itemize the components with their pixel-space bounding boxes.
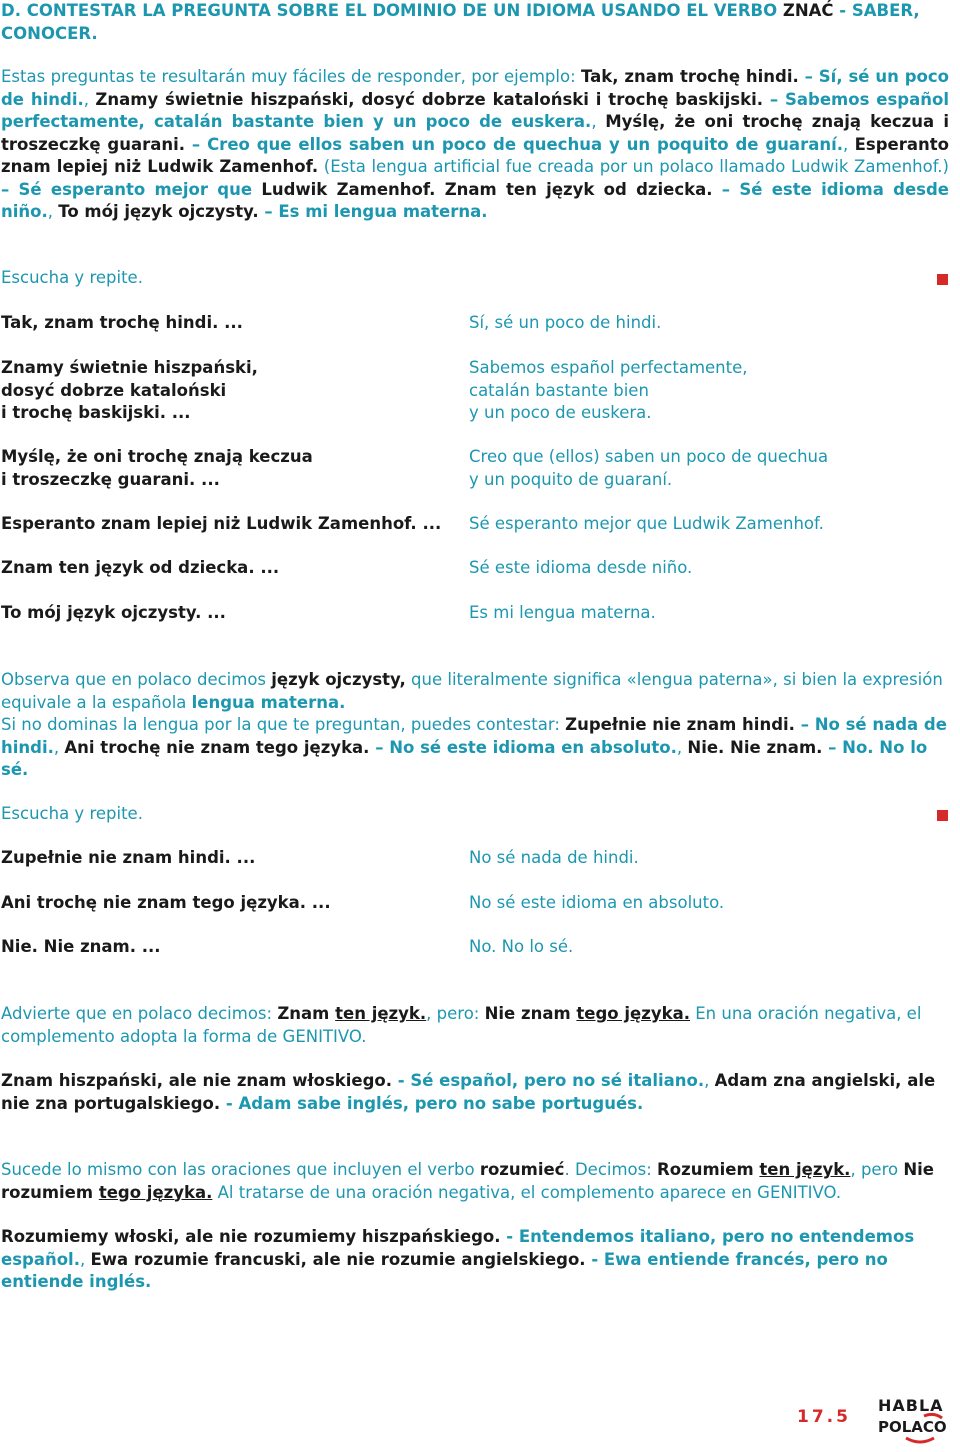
heading-translation: - SABER, CONOCER. bbox=[1, 1, 920, 43]
spanish-translation: – Sé esperanto mejor que bbox=[1, 179, 253, 199]
spanish-translation: – Creo que ellos saben un poco de quechua y un poquito de guaraní. bbox=[185, 134, 844, 154]
polish-example: Znamy świetnie hiszpański, dosyć dobrze kataloński i trochę baskijski. bbox=[95, 89, 764, 109]
polish-phrase: Ani trochę nie znam tego języka. ... bbox=[1, 893, 331, 912]
note: (Esta lengua artificial fue creada por un polaco llamado Ludwik Zamenhof.) bbox=[318, 157, 949, 176]
spanish-phrase: Sí, sé un poco de hindi. bbox=[469, 313, 662, 332]
spanish-phrase: No sé nada de hindi. bbox=[469, 848, 639, 867]
polish-phrase: To mój język ojczysty. ... bbox=[1, 603, 226, 622]
polish-phrase: Nie. Nie znam. ... bbox=[1, 937, 161, 956]
spanish-translation: – Sé este idioma desde niño. bbox=[1, 179, 949, 221]
heading-text: D. CONTESTAR LA PREGUNTA SOBRE EL DOMINIO DE UN IDIOMA USANDO EL VERBO bbox=[1, 1, 783, 20]
spanish-phrase: Es mi lengua materna. bbox=[469, 603, 656, 622]
spanish-phrase: No. No lo sé. bbox=[469, 937, 574, 956]
separator: , bbox=[843, 134, 855, 154]
separator: , bbox=[83, 89, 96, 109]
svg-text:POLACO: POLACO bbox=[878, 1418, 947, 1436]
spanish-translation: – Sí, sé un poco de hindi. bbox=[1, 67, 949, 109]
spanish-phrase: Sé este idioma desde niño. bbox=[469, 558, 693, 577]
rozumiec-examples-paragraph: Rozumiemy włoski, ale nie rozumiemy hiszpańskiego. - Entendemos italiano, pero no entendemos español., Ewa rozumie francuski, ale nie rozumie angielskiego. - Ewa entiende francés, pero no entiende inglés. bbox=[1, 1227, 915, 1291]
spanish-phrase: Creo que (ellos) saben un poco de quechua y un poquito de guaraní. bbox=[469, 447, 829, 489]
spanish-phrase: Sé esperanto mejor que Ludwik Zamenhof. bbox=[469, 514, 824, 533]
polish-phrase: Zupełnie nie znam hindi. ... bbox=[1, 848, 256, 867]
polish-phrase: Tak, znam trochę hindi. ... bbox=[1, 313, 243, 332]
name-text: Ludwik Zamenhof. bbox=[252, 179, 436, 199]
page-number: 17.5 bbox=[797, 1407, 851, 1427]
polish-phrase: Znamy świetnie hiszpański, dosyć dobrze kataloński i trochę baskijski. ... bbox=[1, 358, 258, 422]
svg-text:HABLA: HABLA bbox=[878, 1396, 944, 1415]
audio-marker-icon[interactable] bbox=[937, 274, 948, 285]
spanish-translation: – Es mi lengua materna. bbox=[258, 202, 488, 221]
polish-example: To mój język ojczysty. bbox=[58, 202, 259, 221]
polish-phrase: Myślę, że oni trochę znają keczua i troszeczkę guarani. ... bbox=[1, 447, 313, 489]
spanish-phrase: Sabemos español perfectamente, catalán bastante bien y un poco de euskera. bbox=[469, 358, 748, 422]
polish-example: Tak, znam trochę hindi. bbox=[581, 67, 799, 86]
separator: , bbox=[47, 202, 59, 221]
polish-phrase: Znam ten język od dziecka. ... bbox=[1, 558, 280, 577]
genitive-note-paragraph: Advierte que en polaco decimos: Znam ten język., pero: Nie znam tego języka. En una oración negativa, el complemento adopta la forma de GENITIVO. bbox=[1, 1004, 922, 1046]
listen-repeat-label: Escucha y repite. bbox=[1, 268, 143, 287]
polish-phrase: Esperanto znam lepiej niż Ludwik Zamenhof. ... bbox=[1, 514, 442, 533]
polish-example: Esperanto znam lepiej niż Ludwik Zamenhof. bbox=[1, 134, 949, 176]
heading-verb: ZNAĆ bbox=[782, 1, 834, 20]
observation-paragraph: Observa que en polaco decimos język ojczysty, que literalmente significa «lengua paterna», si bien la expresión equivale a la española lengua materna. bbox=[1, 670, 943, 712]
intro-text: Estas preguntas te resultarán muy fáciles de responder, por ejemplo: bbox=[1, 67, 582, 86]
intro-paragraph bbox=[1, 66, 949, 224]
spanish-phrase: No sé este idioma en absoluto. bbox=[469, 893, 725, 912]
spanish-translation: – Sabemos español perfectamente, catalán bastante bien y un poco de euskera. bbox=[1, 89, 949, 131]
section-heading bbox=[1, 0, 949, 45]
negative-answers-paragraph: Si no dominas la lengua por la que te preguntan, puedes contestar: Zupełnie nie znam hindi. – No sé nada de hindi., Ani trochę nie znam tego języka. – No sé este idioma en absoluto., Nie. Nie znam. – No. No lo sé. bbox=[1, 715, 947, 779]
listen-repeat-label: Escucha y repite. bbox=[1, 804, 143, 823]
habla-polaco-logo bbox=[876, 1392, 960, 1448]
polish-example: Znam ten język od dziecka. bbox=[435, 179, 713, 199]
separator: , bbox=[591, 112, 606, 131]
rozumiec-note-paragraph: Sucede lo mismo con las oraciones que incluyen el verbo rozumieć. Decimos: Rozumiem ten język., pero Nie rozumiem tego języka. Al tratarse de una oración negativa, el complemento aparece en GENITIVO. bbox=[1, 1160, 934, 1202]
polish-example: Myślę, że oni trochę znają keczua i troszeczkę guarani. bbox=[1, 112, 950, 154]
audio-marker-icon[interactable] bbox=[937, 810, 948, 821]
genitive-examples-paragraph: Znam hiszpański, ale nie znam włoskiego. - Sé español, pero no sé italiano., Adam zna angielski, ale nie zna portugalskiego. - Adam sabe inglés, pero no sabe portugués. bbox=[1, 1071, 936, 1113]
